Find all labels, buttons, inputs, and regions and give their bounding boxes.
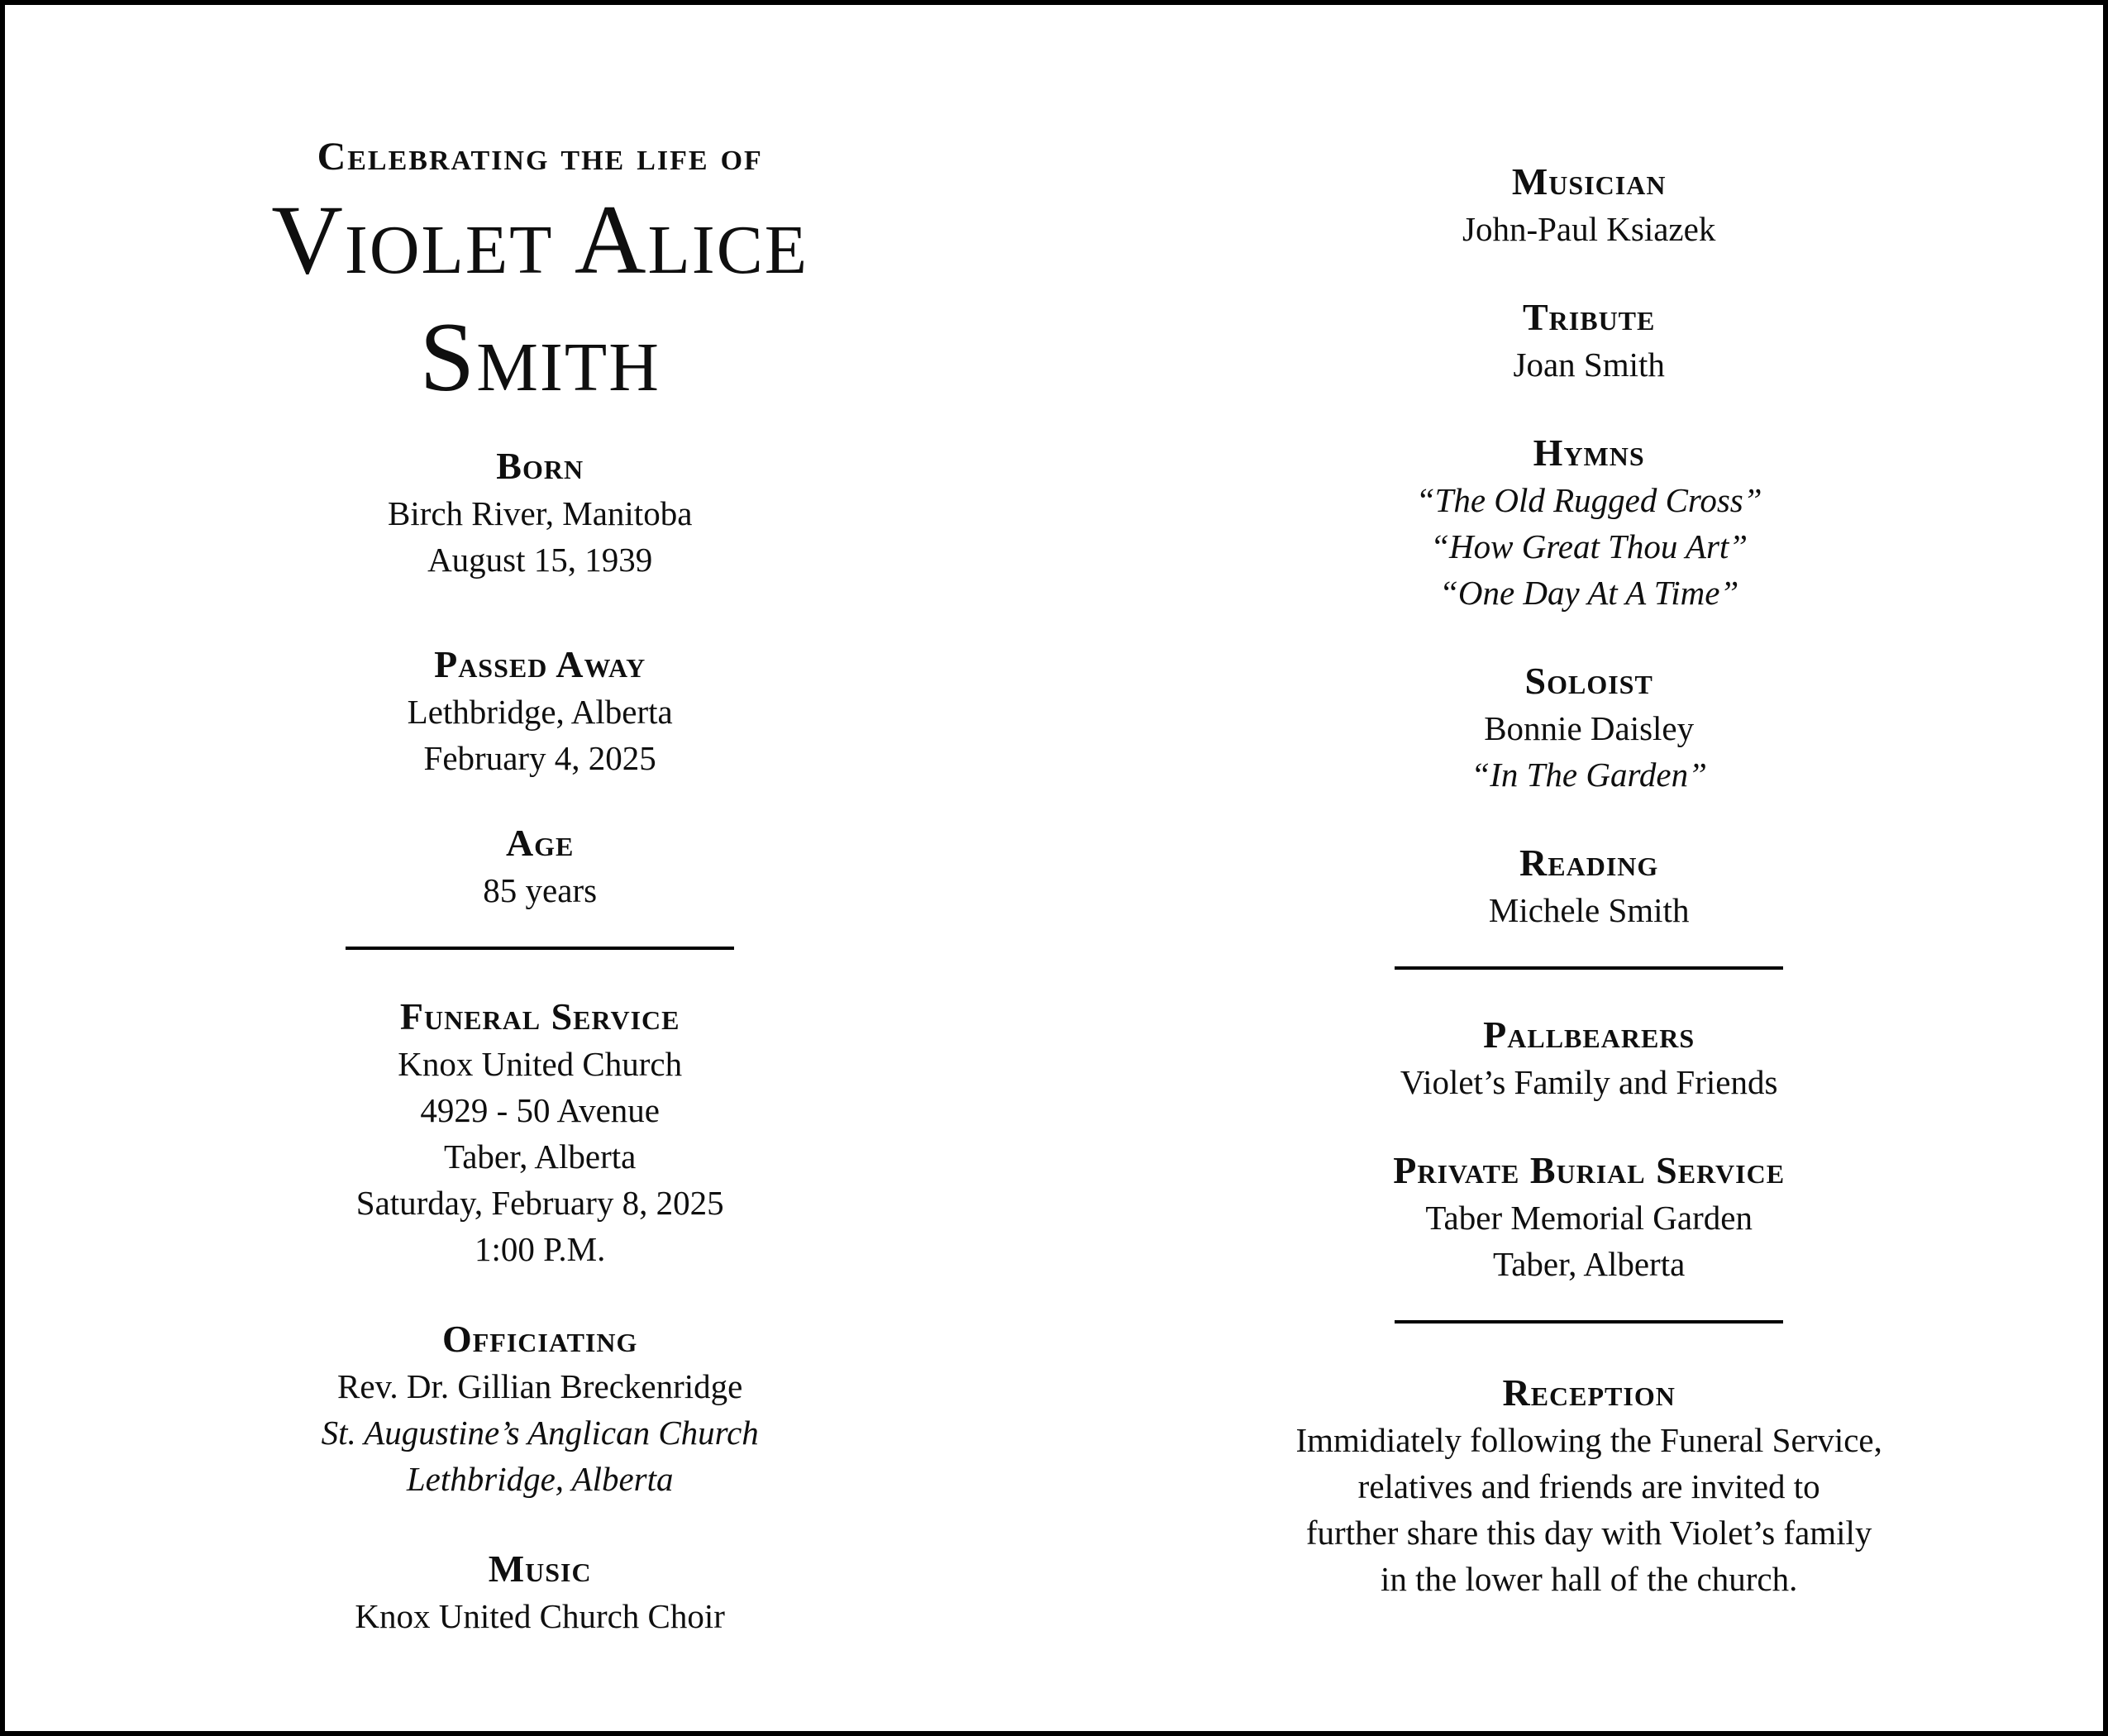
hymns-heading: Hymns [1533, 432, 1645, 474]
pallbearers-heading: Pallbearers [1483, 1013, 1695, 1056]
pallbearers-names: Violet’s Family and Friends [1400, 1063, 1778, 1101]
born-date: August 15, 1939 [427, 541, 653, 579]
section-officiating [322, 1315, 759, 1502]
hymn-title: “How Great Thou Art” [1430, 527, 1748, 565]
deceased-name-line-2: Smith [419, 302, 661, 412]
age-value: 85 years [483, 871, 598, 909]
musician-name: John-Paul Ksiazek [1462, 210, 1716, 248]
private-burial-heading: Private Burial Service [1393, 1149, 1786, 1191]
section-soloist [1471, 657, 1707, 798]
deceased-name [271, 181, 808, 416]
funeral-service-city: Taber, Alberta [444, 1137, 637, 1176]
left-section-divider [346, 947, 734, 950]
right-section-divider-bottom [1395, 1320, 1783, 1323]
born-place: Birch River, Manitoba [387, 494, 693, 532]
reception-text-line: Immidiately following the Funeral Service, [1295, 1421, 1882, 1459]
music-heading: Music [488, 1548, 592, 1590]
section-reading [1489, 839, 1690, 933]
reception-text-line: further share this day with Violet’s family [1305, 1514, 1872, 1552]
funeral-service-venue: Knox United Church [398, 1045, 683, 1083]
age-heading: Age [505, 822, 575, 864]
funeral-service-date: Saturday, February 8, 2025 [355, 1184, 724, 1222]
born-heading: Born [496, 445, 584, 487]
passed-away-date: February 4, 2025 [423, 739, 656, 777]
private-burial-city: Taber, Alberta [1493, 1245, 1686, 1283]
soloist-name: Bonnie Daisley [1484, 709, 1695, 747]
reception-text-line: in the lower hall of the church. [1381, 1560, 1798, 1598]
section-funeral-service [356, 993, 724, 1272]
deceased-name-line-1: Violet Alice [271, 184, 809, 294]
soloist-song: “In The Garden” [1471, 756, 1707, 794]
section-pallbearers [1400, 1011, 1778, 1105]
officiating-heading: Officiating [441, 1318, 638, 1360]
passed-away-place: Lethbridge, Alberta [407, 693, 673, 731]
private-burial-place: Taber Memorial Garden [1425, 1199, 1753, 1237]
section-musician [1462, 158, 1715, 252]
right-section-divider-top [1395, 966, 1783, 970]
left-column [5, 5, 1075, 1731]
reading-name: Michele Smith [1488, 891, 1690, 929]
funeral-service-address: 4929 - 50 Avenue [420, 1091, 660, 1129]
passed-away-heading: Passed Away [434, 643, 646, 685]
music-performer: Knox United Church Choir [355, 1597, 725, 1635]
section-born [388, 442, 692, 583]
funeral-service-time: 1:00 P.M. [475, 1230, 606, 1268]
officiating-church: St. Augustine’s Anglican Church [321, 1414, 759, 1452]
section-age [483, 819, 597, 913]
musician-heading: Musician [1511, 160, 1667, 203]
section-tribute [1513, 293, 1664, 388]
eyebrow-title: Celebrating the life of [317, 135, 763, 179]
right-column [1075, 5, 2103, 1731]
tribute-name: Joan Smith [1513, 346, 1665, 384]
tribute-heading: Tribute [1522, 296, 1656, 338]
soloist-heading: Soloist [1524, 660, 1653, 702]
reception-text-line: relatives and friends are invited to [1357, 1467, 1820, 1505]
hymn-title: “The Old Rugged Cross” [1415, 481, 1762, 519]
section-passed-away [408, 641, 673, 781]
section-music [355, 1545, 725, 1639]
officiating-name: Rev. Dr. Gillian Breckenridge [337, 1367, 743, 1405]
reception-heading: Reception [1502, 1371, 1676, 1414]
reading-heading: Reading [1519, 842, 1659, 884]
section-private-burial [1393, 1147, 1785, 1287]
hymn-title: “One Day At A Time” [1439, 574, 1739, 612]
funeral-service-heading: Funeral Service [399, 995, 680, 1037]
section-reception [1296, 1369, 1882, 1602]
officiating-location: Lethbridge, Alberta [406, 1460, 674, 1498]
section-hymns [1416, 429, 1762, 616]
